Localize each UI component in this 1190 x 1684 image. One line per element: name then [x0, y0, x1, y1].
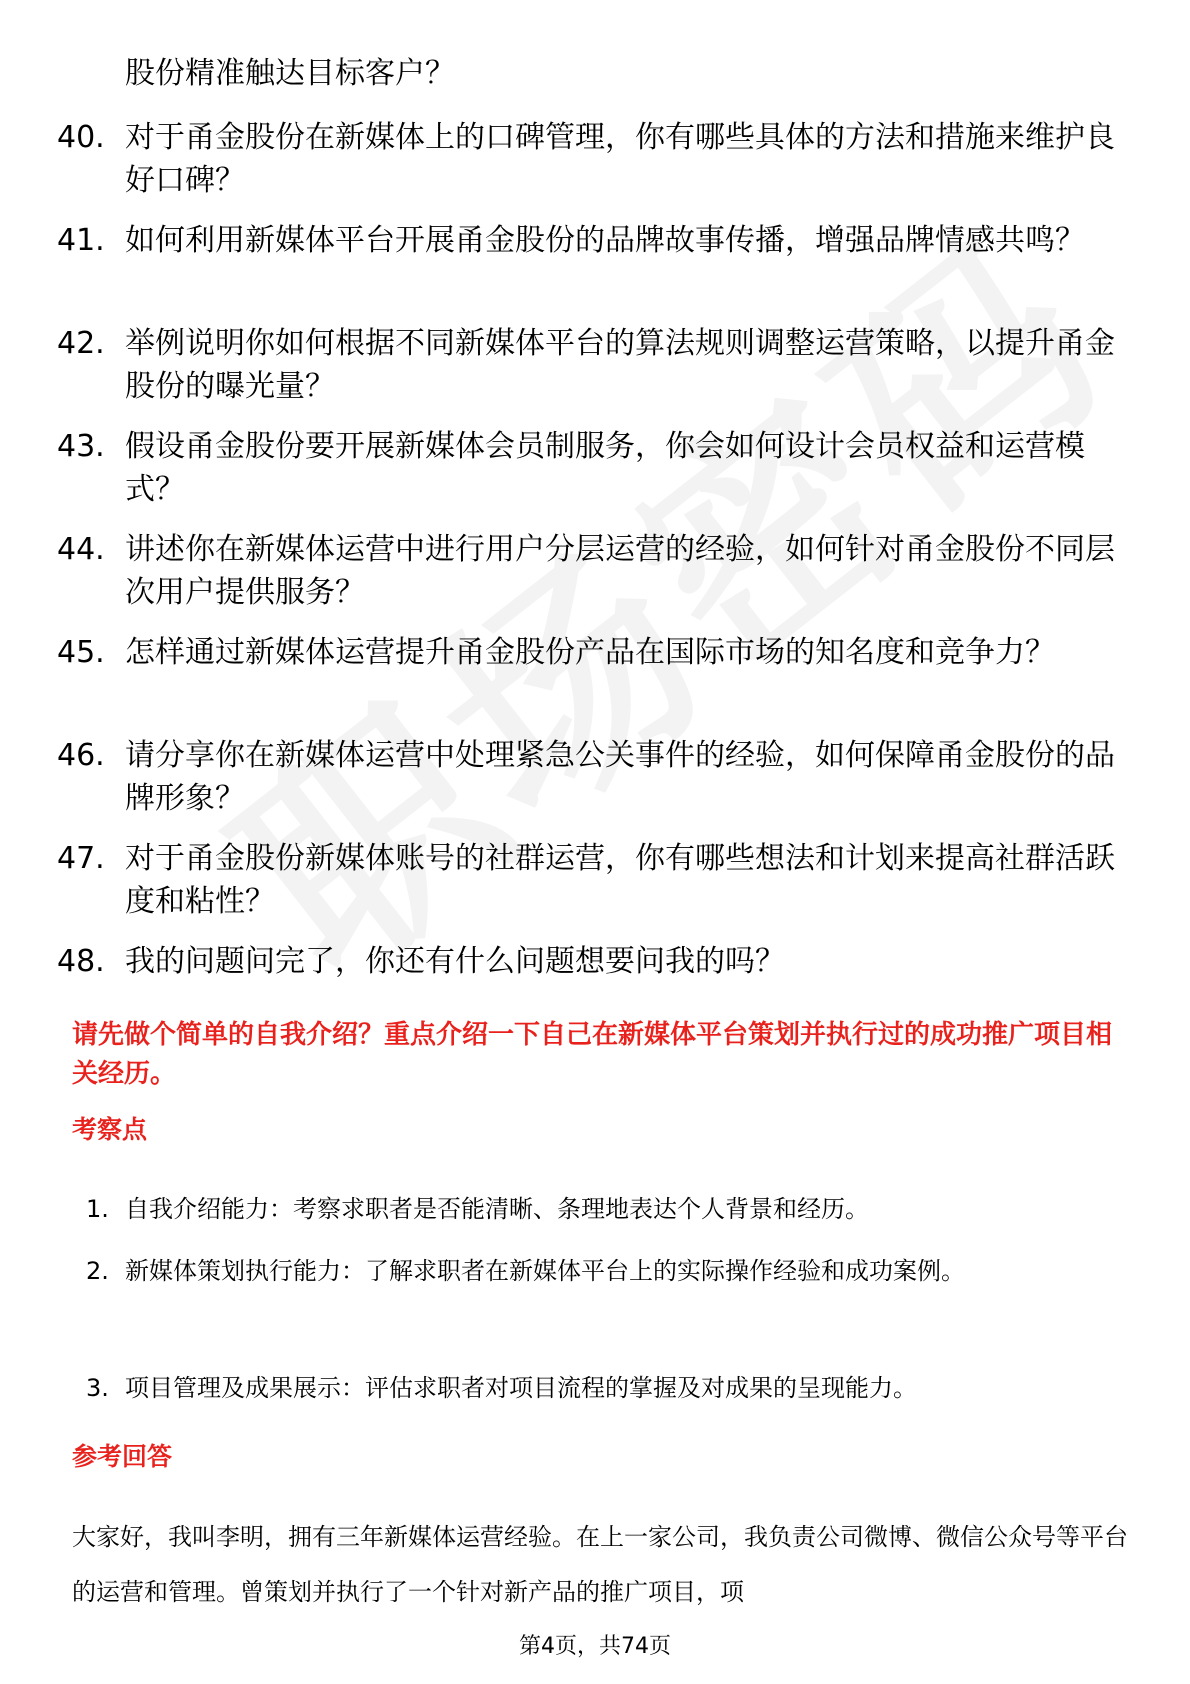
question-text: 讲述你在新媒体运营中进行用户分层运营的经验，如何针对甬金股份不同层次用户提供服务？ — [125, 532, 1115, 610]
question-text: 我的问题问完了，你还有什么问题想要问我的吗？ — [125, 944, 785, 979]
question-text: 请分享你在新媒体运营中处理紧急公关事件的经验，如何保障甬金股份的品牌形象？ — [125, 738, 1115, 816]
point-number: 1. — [86, 1195, 109, 1223]
question-number: 42. — [57, 326, 105, 361]
question-number: 40. — [57, 120, 105, 155]
page-footer: 第4页，共74页 — [519, 1634, 671, 1659]
question-number: 45. — [57, 635, 105, 670]
point-number: 2. — [86, 1257, 109, 1285]
point-text: 自我介绍能力：考察求职者是否能清晰、条理地表达个人背景和经历。 — [125, 1195, 869, 1223]
point-text: 新媒体策划执行能力：了解求职者在新媒体平台上的实际操作经验和成功案例。 — [125, 1257, 965, 1285]
question-number: 44. — [57, 532, 105, 567]
point-number: 3. — [86, 1374, 109, 1402]
assessment-heading: 考察点 — [72, 1115, 148, 1144]
reference-heading: 参考回答 — [72, 1442, 173, 1471]
question-number: 47. — [57, 841, 105, 876]
question-number: 43. — [57, 429, 105, 464]
reference-answer: 大家好，我叫李明，拥有三年新媒体运营经验。在上一家公司，我负责公司微博、微信公众号等平台的运营和管理。曾策划并执行了一个针对新产品的推广项目，项 — [72, 1523, 1128, 1606]
question-continuation: 股份精准触达目标客户？ — [125, 56, 455, 91]
question-text: 举例说明你如何根据不同新媒体平台的算法规则调整运营策略，以提升甬金股份的曝光量？ — [125, 326, 1115, 404]
question-text: 假设甬金股份要开展新媒体会员制服务，你会如何设计会员权益和运营模式？ — [125, 429, 1085, 507]
main-question: 请先做个简单的自我介绍？重点介绍一下自己在新媒体平台策划并执行过的成功推广项目相关经历。 — [72, 1020, 1113, 1089]
question-text: 怎样通过新媒体运营提升甬金股份产品在国际市场的知名度和竞争力？ — [125, 635, 1055, 670]
point-text: 项目管理及成果展示：评估求职者对项目流程的掌握及对成果的呈现能力。 — [125, 1374, 917, 1402]
question-number: 41. — [57, 223, 105, 258]
question-text: 如何利用新媒体平台开展甬金股份的品牌故事传播，增强品牌情感共鸣？ — [125, 223, 1085, 258]
question-number: 46. — [57, 738, 105, 773]
question-number: 48. — [57, 944, 105, 979]
question-text: 对于甬金股份在新媒体上的口碑管理，你有哪些具体的方法和措施来维护良好口碑？ — [125, 120, 1115, 198]
question-text: 对于甬金股份新媒体账号的社群运营，你有哪些想法和计划来提高社群活跃度和粘性？ — [125, 841, 1115, 919]
